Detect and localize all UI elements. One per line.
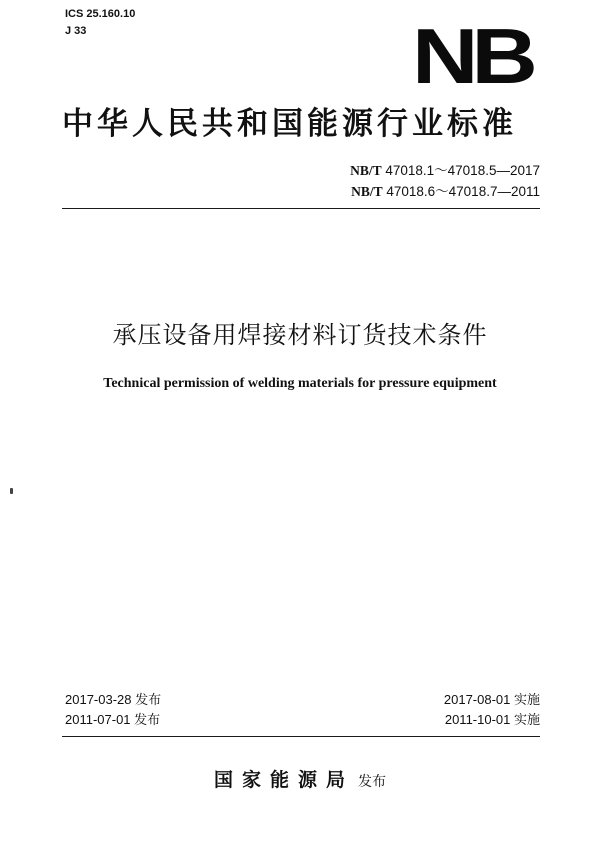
standard-number-range: 47018.6～47018.7—2011 <box>382 184 540 199</box>
implementation-dates <box>444 690 540 730</box>
standard-number-range: 47018.1～47018.5—2017 <box>381 163 540 178</box>
document-title-cn: 承压设备用焊接材料订货技术条件 <box>112 322 488 349</box>
issue-date-1: 2017-03-28 发布 <box>65 692 162 707</box>
issue-dates <box>65 690 161 730</box>
header-divider <box>62 208 540 209</box>
implementation-date-1: 2017-08-01 实施 <box>443 692 540 707</box>
document-title-en: Technical permission of welding materials for pressure equipment <box>103 376 497 391</box>
publisher <box>0 768 600 794</box>
scan-speck <box>10 488 13 494</box>
standard-number-2 <box>350 181 540 202</box>
ccs-code: J 33 <box>65 25 87 37</box>
classification-codes <box>65 6 135 40</box>
implementation-date-2: 2011-10-01 实施 <box>444 712 540 727</box>
standard-number-prefix: NB/T <box>350 163 382 178</box>
ics-code: ICS 25.160.10 <box>65 8 136 20</box>
standard-number-1 <box>350 160 540 181</box>
standard-number-prefix: NB/T <box>351 184 383 199</box>
publisher-org: 国家能源局 <box>213 770 354 791</box>
issue-date-2: 2011-07-01 发布 <box>65 712 161 727</box>
standard-category-title: 中华人民共和国能源行业标准 <box>62 106 517 141</box>
standard-numbers <box>350 160 540 202</box>
footer-divider <box>62 736 540 737</box>
publisher-issued: 发布 <box>358 773 386 789</box>
nb-logo: NB <box>412 12 531 100</box>
